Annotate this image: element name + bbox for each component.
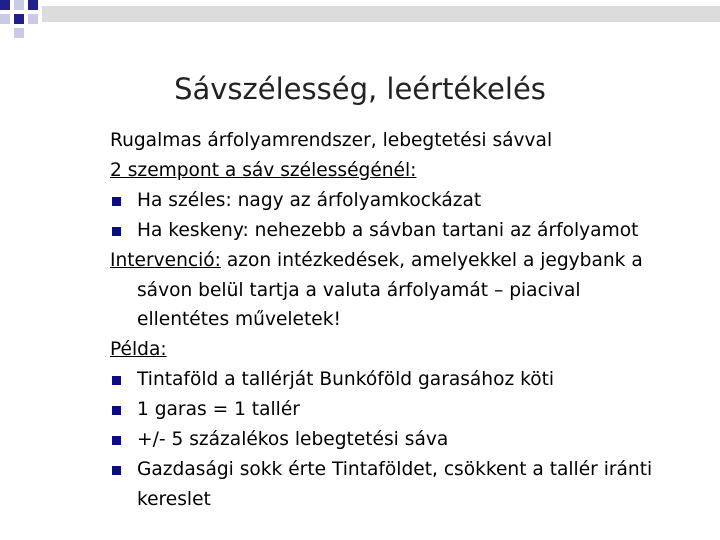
intervention-definition: Intervenció: azon intézkedések, amelyekkel a jegybank a (110, 249, 643, 271)
square-bullet-icon (112, 376, 121, 385)
intervention-label: Intervenció: (110, 249, 221, 271)
square-bullet-icon (112, 227, 121, 236)
intervention-continuation: sávon belül tartja a valuta árfolyamát – piacival (137, 279, 581, 301)
example-label: Példa: (110, 339, 167, 361)
intro-line: Rugalmas árfolyamrendszer, lebegtetési sávval (110, 130, 553, 151)
list-item: 1 garas = 1 tallér (110, 395, 710, 425)
criteria-heading: 2 szempont a sáv szélességénél: (110, 159, 417, 181)
list-item-continuation: kereslet (137, 488, 211, 510)
slide-title: Sávszélesség, leértékelés (174, 72, 546, 106)
square-bullet-icon (112, 466, 121, 475)
square-bullet-icon (112, 406, 121, 415)
header-decoration (0, 0, 720, 40)
square-bullet-icon (112, 436, 121, 445)
square-bullet-icon (112, 197, 121, 206)
list-item: Ha keskeny: nehezebb a sávban tartani az árfolyamot (110, 216, 710, 246)
list-item: Gazdasági sokk érte Tintaföldet, csökkent a tallér iránti (110, 455, 710, 485)
slide-body (110, 126, 710, 515)
list-item: +/- 5 százalékos lebegtetési sáva (110, 425, 710, 455)
list-item: Tintaföld a tallérját Bunkóföld garasához köti (110, 365, 710, 395)
list-item: Ha széles: nagy az árfolyamkockázat (110, 186, 710, 216)
intervention-continuation: ellentétes műveletek! (137, 309, 341, 331)
